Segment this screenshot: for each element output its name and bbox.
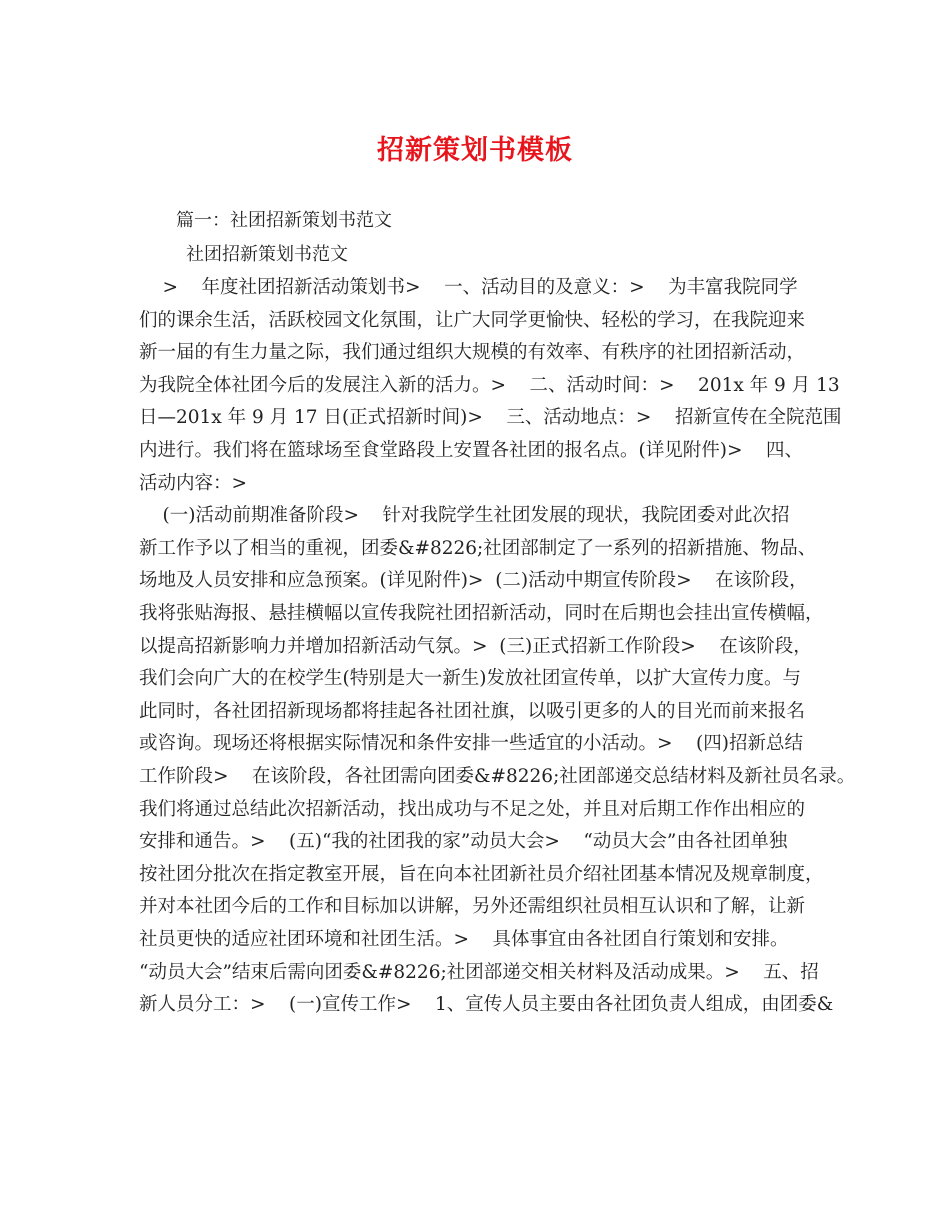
text-line: 按社团分批次在指定教室开展，旨在向本社团新社员介绍社团基本情况及规章制度， [139, 864, 824, 885]
text-line: 新一届的有生力量之际，我们通过组织大规模的有效率、有秩序的社团招新活动， [139, 342, 806, 363]
section-subheading: 社团招新策划书范文 [186, 244, 348, 265]
text-line: 并对本社团今后的工作和目标加以讲解，另外还需组织社员相互认识和了解，让新 [139, 896, 806, 917]
text-line: 日—201x 年 9 月 17 日(正式招新时间)> 三、活动地点：> 招新宣传在全院范围 [139, 407, 842, 428]
text-line: (一)活动前期准备阶段> 针对我院学生社团发展的现状，我院团委对此次招 [139, 505, 790, 526]
text-line: > 年度社团招新活动策划书> 一、活动目的及意义：> 为丰富我院同学 [139, 277, 798, 298]
text-line: 为我院全体社团今后的发展注入新的活力。> 二、活动时间：> 201x 年 9 月 13 [139, 375, 840, 396]
text-line: 场地及人员安排和应急预案。(详见附件)> (二)活动中期宣传阶段> 在该阶段， [139, 570, 808, 591]
text-line: “动员大会”结束后需向团委&#8226;社团部递交相关材料及活动成果。> 五、招 [139, 962, 819, 983]
text-line: 或咨询。现场还将根据实际情况和条件安排一些适宜的小活动。> (四)招新总结 [139, 733, 803, 754]
text-line: 此同时，各社团招新现场都将挂起各社团社旗，以吸引更多的人的目光而前来报名 [139, 701, 806, 722]
text-line: 活动内容：> [139, 473, 248, 494]
text-line: 安排和通告。> (五)“我的社团我的家”动员大会> “动员大会”由各社团单独 [139, 831, 788, 852]
text-line: 社员更快的适应社团环境和社团生活。> 具体事宜由各社团自行策划和安排。 [139, 929, 789, 950]
text-line: 内进行。我们将在篮球场至食堂路段上安置各社团的报名点。(详见附件)> 四、 [139, 440, 803, 461]
text-line: 我们会向广大的在校学生(特别是大一新生)发放社团宣传单，以扩大宣传力度。与 [139, 668, 801, 689]
text-line: 我们将通过总结此次招新活动，找出成功与不足之处，并且对后期工作作出相应的 [139, 799, 806, 820]
text-line: 我将张贴海报、悬挂横幅以宣传我院社团招新活动，同时在后期也会挂出宣传横幅， [139, 603, 824, 624]
text-line: 以提高招新影响力并增加招新活动气氛。> (三)正式招新工作阶段> 在该阶段， [139, 636, 812, 657]
document-title: 招新策划书模板 [377, 135, 573, 166]
text-line: 们的课余生活，活跃校园文化氛围，让广大同学更愉快、轻松的学习，在我院迎来 [139, 310, 806, 331]
text-line: 新工作予以了相当的重视，团委&#8226;社团部制定了一系列的招新措施、物品、 [139, 538, 817, 559]
text-line: 工作阶段> 在该阶段，各社团需向团委&#8226;社团部递交总结材料及新社员名录。 [139, 766, 856, 787]
text-line: 新人员分工：> (一)宣传工作> 1、宣传人员主要由各社团负责人组成，由团委& [139, 994, 834, 1015]
section-heading: 篇一：社团招新策划书范文 [176, 210, 392, 231]
